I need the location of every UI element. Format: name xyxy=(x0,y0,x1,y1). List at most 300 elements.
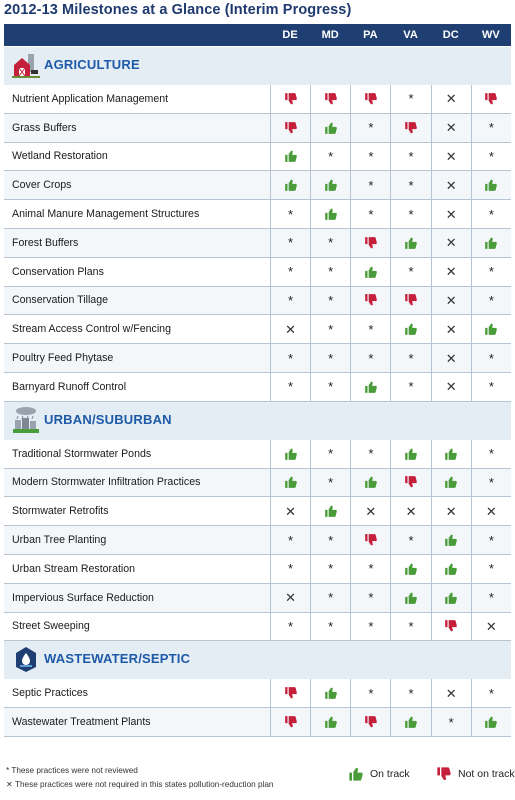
status-cell xyxy=(270,143,310,171)
status-cell xyxy=(310,584,350,612)
status-cell xyxy=(350,200,390,228)
thumbs-down-icon xyxy=(324,92,338,106)
thumbs-up-icon xyxy=(444,447,458,461)
thumbs-up-icon xyxy=(324,121,338,135)
status-cell xyxy=(350,440,390,468)
status-cell xyxy=(350,258,390,286)
practice-row xyxy=(4,114,511,143)
asterisk-icon: * xyxy=(368,177,374,193)
status-cell xyxy=(471,315,511,343)
cross-icon: ✕ xyxy=(445,264,457,280)
section-header xyxy=(4,402,511,441)
asterisk-icon: * xyxy=(328,235,334,251)
status-cell xyxy=(390,143,430,171)
asterisk-icon: * xyxy=(408,177,414,193)
practice-name: Forest Buffers xyxy=(12,236,79,249)
asterisk-icon: * xyxy=(488,350,494,366)
barn-icon xyxy=(12,51,40,79)
status-cell xyxy=(471,555,511,583)
status-cell xyxy=(270,258,310,286)
cross-icon: ✕ xyxy=(485,618,497,634)
thumbs-down-icon xyxy=(484,92,498,106)
status-cell xyxy=(310,526,350,554)
asterisk-icon: * xyxy=(287,292,294,308)
status-cell xyxy=(431,613,471,641)
thumbs-up-icon xyxy=(324,504,338,518)
practice-name: Wetland Restoration xyxy=(12,150,108,163)
thumbs-up-icon xyxy=(484,322,498,336)
asterisk-icon: * xyxy=(368,120,374,136)
practice-name: Nutrient Application Management xyxy=(12,92,169,105)
thumbs-down-icon xyxy=(436,766,452,782)
status-cell xyxy=(310,171,350,199)
asterisk-icon: * xyxy=(328,292,334,308)
state-header-de: DE xyxy=(282,29,298,41)
asterisk-icon: * xyxy=(488,590,494,606)
asterisk-icon: * xyxy=(408,206,414,222)
status-cell xyxy=(350,497,390,525)
asterisk-icon: * xyxy=(488,446,494,462)
status-cell xyxy=(431,258,471,286)
practice-row xyxy=(4,584,511,613)
state-header-dc: DC xyxy=(442,29,459,41)
practice-name: Stream Access Control w/Fencing xyxy=(12,323,171,336)
thumbs-down-icon xyxy=(284,92,298,106)
section-label: URBAN/SUBURBAN xyxy=(44,411,172,427)
status-cell xyxy=(270,315,310,343)
practice-name: Poultry Feed Phytase xyxy=(12,352,114,365)
asterisk-icon: * xyxy=(368,618,374,634)
status-cell xyxy=(471,708,511,736)
asterisk-icon: * xyxy=(408,685,414,701)
status-cell xyxy=(350,344,390,372)
asterisk-icon: * xyxy=(328,350,334,366)
thumbs-up-icon xyxy=(348,766,364,782)
asterisk-icon: * xyxy=(328,474,334,490)
practice-row xyxy=(4,258,511,287)
practice-name: Urban Tree Planting xyxy=(12,534,107,547)
thumbs-up-icon xyxy=(284,475,298,489)
status-cell xyxy=(431,229,471,257)
status-cell xyxy=(390,526,430,554)
status-cell xyxy=(270,114,310,142)
thumbs-down-icon xyxy=(364,715,378,729)
status-cell xyxy=(270,708,310,736)
cross-icon: ✕ xyxy=(445,350,457,366)
status-cell xyxy=(350,613,390,641)
practice-name: Urban Stream Restoration xyxy=(12,562,136,575)
footnote-not-reviewed: * These practices were not reviewed xyxy=(6,766,138,775)
status-cell xyxy=(270,85,310,113)
status-cell xyxy=(471,229,511,257)
practice-name: Wastewater Treatment Plants xyxy=(12,716,151,729)
status-cell xyxy=(471,114,511,142)
asterisk-icon: * xyxy=(328,264,334,280)
status-cell xyxy=(270,497,310,525)
asterisk-icon: * xyxy=(287,264,294,280)
cross-icon: ✕ xyxy=(445,148,457,164)
asterisk-icon: * xyxy=(488,148,494,164)
status-cell xyxy=(310,555,350,583)
asterisk-icon: * xyxy=(368,350,374,366)
status-cell xyxy=(390,613,430,641)
status-cell xyxy=(310,497,350,525)
practice-row xyxy=(4,229,511,258)
thumbs-up-icon xyxy=(284,447,298,461)
cross-icon: ✕ xyxy=(445,292,457,308)
status-cell xyxy=(390,708,430,736)
status-cell xyxy=(390,114,430,142)
status-cell xyxy=(310,143,350,171)
thumbs-down-icon xyxy=(404,475,418,489)
status-cell xyxy=(471,613,511,641)
cross-icon: ✕ xyxy=(445,503,457,519)
practice-row xyxy=(4,85,511,114)
asterisk-icon: * xyxy=(287,235,294,251)
thumbs-up-icon xyxy=(404,447,418,461)
thumbs-up-icon xyxy=(364,380,378,394)
status-cell xyxy=(390,85,430,113)
status-cell xyxy=(310,315,350,343)
cross-icon: ✕ xyxy=(445,91,457,107)
status-cell xyxy=(431,440,471,468)
practice-name: Traditional Stormwater Ponds xyxy=(12,447,152,460)
asterisk-icon: * xyxy=(488,264,494,280)
practice-name: Barnyard Runoff Control xyxy=(12,380,127,393)
practice-row xyxy=(4,679,511,708)
asterisk-icon: * xyxy=(328,532,334,548)
thumbs-down-icon xyxy=(284,715,298,729)
asterisk-icon: * xyxy=(408,350,414,366)
asterisk-icon: * xyxy=(488,532,494,548)
cross-icon: ✕ xyxy=(405,503,417,519)
status-cell xyxy=(270,440,310,468)
status-cell xyxy=(350,708,390,736)
status-cell xyxy=(270,171,310,199)
status-cell xyxy=(471,584,511,612)
thumbs-up-icon xyxy=(444,562,458,576)
status-cell xyxy=(471,143,511,171)
thumbs-up-icon xyxy=(404,322,418,336)
section-header xyxy=(4,47,511,86)
asterisk-icon: * xyxy=(368,148,374,164)
thumbs-up-icon xyxy=(364,265,378,279)
status-cell xyxy=(471,679,511,707)
asterisk-icon: * xyxy=(368,321,374,337)
practice-row xyxy=(4,613,511,642)
cross-icon: ✕ xyxy=(445,685,457,701)
thumbs-down-icon xyxy=(444,619,458,633)
status-cell xyxy=(471,344,511,372)
cross-icon: ✕ xyxy=(445,206,457,222)
thumbs-up-icon xyxy=(364,475,378,489)
status-cell xyxy=(431,315,471,343)
asterisk-icon: * xyxy=(408,618,414,634)
status-cell xyxy=(350,143,390,171)
thumbs-up-icon xyxy=(484,715,498,729)
status-cell xyxy=(390,344,430,372)
practice-row xyxy=(4,469,511,498)
status-cell xyxy=(471,526,511,554)
practice-name: Impervious Surface Reduction xyxy=(12,591,154,604)
status-cell xyxy=(350,287,390,315)
practice-row xyxy=(4,440,511,469)
section-header xyxy=(4,641,511,680)
practice-row xyxy=(4,708,511,737)
status-cell xyxy=(431,584,471,612)
status-cell xyxy=(310,258,350,286)
asterisk-icon: * xyxy=(488,379,494,395)
status-cell xyxy=(270,526,310,554)
status-cell xyxy=(431,287,471,315)
thumbs-up-icon xyxy=(284,149,298,163)
status-cell xyxy=(390,584,430,612)
asterisk-icon: * xyxy=(287,379,294,395)
status-cell xyxy=(310,613,350,641)
asterisk-icon: * xyxy=(488,561,494,577)
asterisk-icon: * xyxy=(368,206,374,222)
status-cell xyxy=(350,171,390,199)
status-cell xyxy=(270,229,310,257)
status-cell xyxy=(431,708,471,736)
practice-row xyxy=(4,315,511,344)
practice-row xyxy=(4,143,511,172)
status-cell xyxy=(310,708,350,736)
thumbs-up-icon xyxy=(404,562,418,576)
status-cell xyxy=(390,373,430,401)
asterisk-icon: * xyxy=(287,561,294,577)
asterisk-icon: * xyxy=(287,350,294,366)
status-cell xyxy=(431,143,471,171)
thumbs-down-icon xyxy=(284,686,298,700)
asterisk-icon: * xyxy=(328,148,334,164)
cross-icon: ✕ xyxy=(445,120,457,136)
practice-name: Conservation Plans xyxy=(12,265,104,278)
status-cell xyxy=(471,200,511,228)
cross-icon: ✕ xyxy=(445,321,457,337)
status-cell xyxy=(310,229,350,257)
practice-row xyxy=(4,344,511,373)
thumbs-up-icon xyxy=(404,236,418,250)
asterisk-icon: * xyxy=(368,685,374,701)
state-header-md: MD xyxy=(321,29,339,41)
thumbs-down-icon xyxy=(404,121,418,135)
practice-name: Animal Manure Management Structures xyxy=(12,208,200,221)
thumbs-down-icon xyxy=(404,293,418,307)
practice-row xyxy=(4,287,511,316)
asterisk-icon: * xyxy=(287,618,294,634)
cross-icon: ✕ xyxy=(285,321,296,337)
asterisk-icon: * xyxy=(328,321,334,337)
asterisk-icon: * xyxy=(368,561,374,577)
status-cell xyxy=(350,469,390,497)
asterisk-icon: * xyxy=(368,590,374,606)
status-cell xyxy=(270,200,310,228)
practice-row xyxy=(4,526,511,555)
practice-row xyxy=(4,373,511,402)
water-drop-icon xyxy=(12,645,40,673)
practice-name: Grass Buffers xyxy=(12,121,77,134)
asterisk-icon: * xyxy=(408,148,414,164)
thumbs-down-icon xyxy=(284,121,298,135)
practice-row xyxy=(4,200,511,229)
asterisk-icon: * xyxy=(408,532,414,548)
practice-name: Cover Crops xyxy=(12,179,72,192)
cross-icon: ✕ xyxy=(365,503,377,519)
status-cell xyxy=(270,344,310,372)
cross-icon: ✕ xyxy=(285,590,296,606)
status-cell xyxy=(350,229,390,257)
cross-icon: ✕ xyxy=(445,177,457,193)
status-cell xyxy=(431,373,471,401)
asterisk-icon: * xyxy=(287,532,294,548)
thumbs-up-icon xyxy=(404,591,418,605)
status-cell xyxy=(310,200,350,228)
status-cell xyxy=(350,555,390,583)
status-cell xyxy=(471,258,511,286)
status-cell xyxy=(431,344,471,372)
status-cell xyxy=(390,171,430,199)
practice-name: Modern Stormwater Infiltration Practices xyxy=(12,476,201,489)
practice-row xyxy=(4,555,511,584)
cross-icon: ✕ xyxy=(485,503,497,519)
section-label: AGRICULTURE xyxy=(44,57,140,72)
status-cell xyxy=(431,469,471,497)
asterisk-icon: * xyxy=(408,379,414,395)
status-cell xyxy=(390,229,430,257)
asterisk-icon: * xyxy=(408,264,414,280)
status-cell xyxy=(471,440,511,468)
status-cell xyxy=(471,287,511,315)
asterisk-icon: * xyxy=(488,685,494,701)
asterisk-icon: * xyxy=(287,206,294,222)
status-cell xyxy=(431,85,471,113)
status-cell xyxy=(350,373,390,401)
thumbs-up-icon xyxy=(324,686,338,700)
thumbs-up-icon xyxy=(484,236,498,250)
thumbs-up-icon xyxy=(284,178,298,192)
status-cell xyxy=(270,679,310,707)
thumbs-up-icon xyxy=(444,533,458,547)
status-cell xyxy=(350,584,390,612)
thumbs-up-icon xyxy=(444,475,458,489)
practice-name: Conservation Tillage xyxy=(12,294,108,307)
status-cell xyxy=(310,679,350,707)
status-cell xyxy=(471,469,511,497)
cross-icon: ✕ xyxy=(445,379,457,395)
status-cell xyxy=(390,679,430,707)
thumbs-up-icon xyxy=(444,591,458,605)
status-cell xyxy=(270,469,310,497)
header-spacer xyxy=(4,24,270,46)
status-cell xyxy=(310,287,350,315)
status-cell xyxy=(431,555,471,583)
asterisk-icon: * xyxy=(328,561,334,577)
status-cell xyxy=(270,555,310,583)
asterisk-icon: * xyxy=(368,446,374,462)
status-cell xyxy=(431,171,471,199)
practice-name: Street Sweeping xyxy=(12,620,90,633)
status-cell xyxy=(310,440,350,468)
footnote-not-required: ✕ These practices were not required in this states pollution-reduction plan xyxy=(6,780,274,789)
status-cell xyxy=(310,469,350,497)
status-cell xyxy=(390,287,430,315)
status-cell xyxy=(431,679,471,707)
state-header-row xyxy=(4,24,511,46)
status-cell xyxy=(390,440,430,468)
thumbs-up-icon xyxy=(324,207,338,221)
thumbs-up-icon xyxy=(484,178,498,192)
practice-row xyxy=(4,171,511,200)
status-cell xyxy=(270,373,310,401)
legend-not-on-track-label: Not on track xyxy=(458,768,515,780)
status-cell xyxy=(390,315,430,343)
thumbs-down-icon xyxy=(364,92,378,106)
asterisk-icon: * xyxy=(408,91,414,107)
status-cell xyxy=(270,584,310,612)
asterisk-icon: * xyxy=(488,474,494,490)
status-cell xyxy=(471,373,511,401)
status-cell xyxy=(350,114,390,142)
state-header-va: VA xyxy=(403,29,418,41)
thumbs-up-icon xyxy=(324,178,338,192)
city-rain-icon xyxy=(12,406,40,434)
section-label: WASTEWATER/SEPTIC xyxy=(44,651,191,667)
state-header-wv: WV xyxy=(482,29,500,41)
asterisk-icon: * xyxy=(328,379,334,395)
status-cell xyxy=(471,85,511,113)
status-cell xyxy=(350,315,390,343)
thumbs-down-icon xyxy=(364,293,378,307)
legend-on-track-label: On track xyxy=(370,768,410,780)
legend-on-track xyxy=(348,766,410,782)
thumbs-down-icon xyxy=(364,533,378,547)
status-cell xyxy=(310,114,350,142)
status-cell xyxy=(431,114,471,142)
page-title: 2012-13 Milestones at a Glance (Interim Progress) xyxy=(4,2,352,18)
status-cell xyxy=(270,287,310,315)
status-cell xyxy=(431,526,471,554)
asterisk-icon: * xyxy=(488,120,494,136)
status-cell xyxy=(390,497,430,525)
status-cell xyxy=(471,171,511,199)
cross-icon: ✕ xyxy=(285,503,296,519)
status-cell xyxy=(390,469,430,497)
asterisk-icon: * xyxy=(488,206,494,222)
status-cell xyxy=(310,85,350,113)
status-cell xyxy=(270,613,310,641)
asterisk-icon: * xyxy=(448,714,454,730)
status-cell xyxy=(390,200,430,228)
state-header-pa: PA xyxy=(363,29,378,41)
status-cell xyxy=(350,679,390,707)
status-cell xyxy=(310,344,350,372)
cross-icon: ✕ xyxy=(445,235,457,251)
thumbs-up-icon xyxy=(404,715,418,729)
status-cell xyxy=(310,373,350,401)
practice-name: Stormwater Retrofits xyxy=(12,505,109,518)
practice-name: Septic Practices xyxy=(12,687,88,700)
asterisk-icon: * xyxy=(328,446,334,462)
legend-not-on-track xyxy=(436,766,515,782)
asterisk-icon: * xyxy=(328,618,334,634)
status-cell xyxy=(350,85,390,113)
status-cell xyxy=(431,497,471,525)
thumbs-up-icon xyxy=(324,715,338,729)
thumbs-down-icon xyxy=(364,236,378,250)
asterisk-icon: * xyxy=(488,292,494,308)
status-cell xyxy=(431,200,471,228)
